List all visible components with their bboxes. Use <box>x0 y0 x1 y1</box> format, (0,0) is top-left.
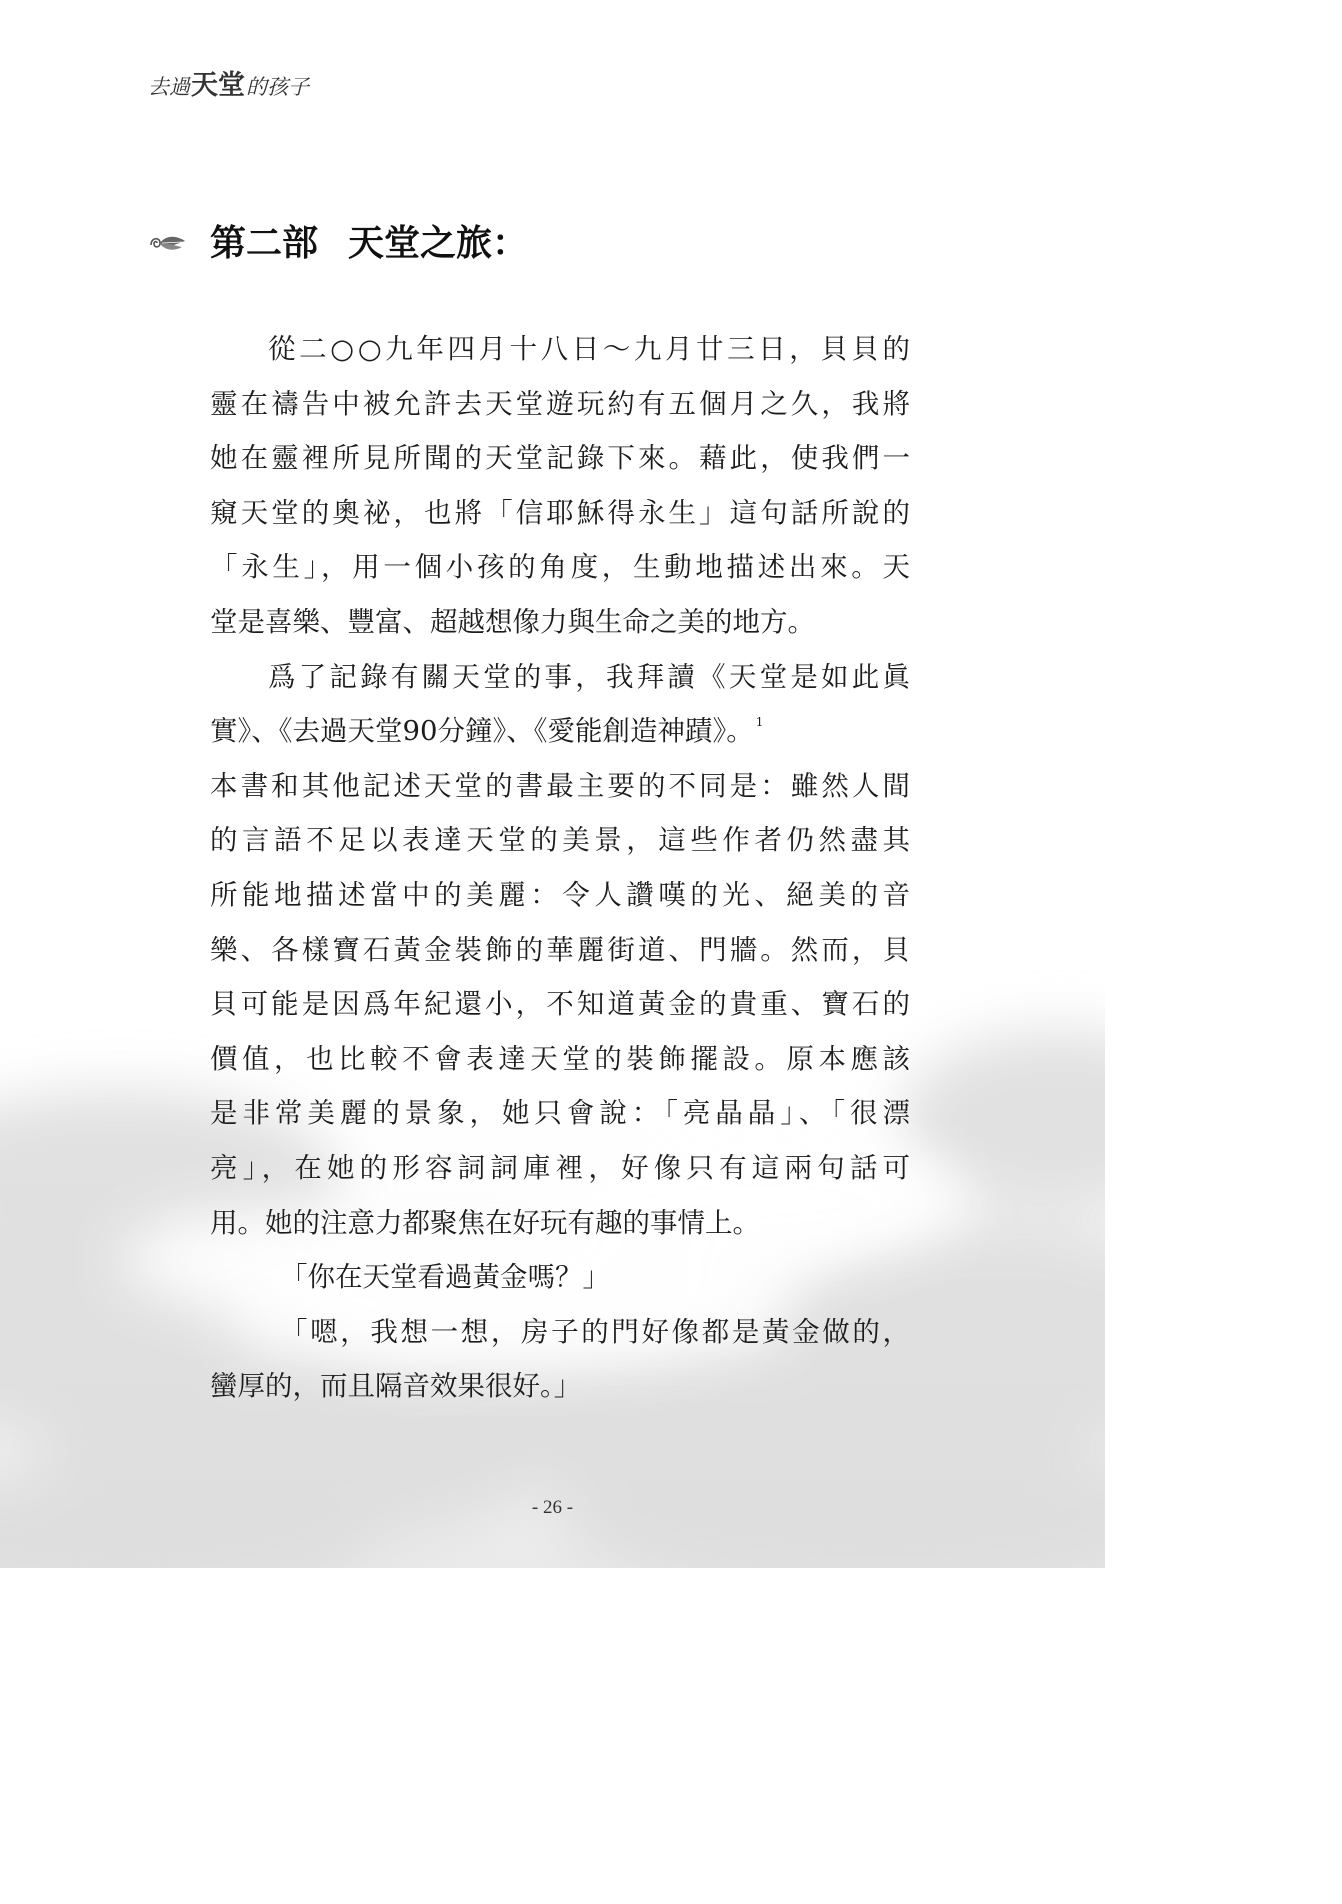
text-line: 所能地描述當中的美麗：令人讚嘆的光、絕美的音 <box>210 878 910 911</box>
text-line: 靈在禱告中被允許去天堂遊玩約有五個月之久，我將 <box>210 387 910 420</box>
header-text-part3: 的孩子 <box>246 75 309 99</box>
text-line: 「你在天堂看過黃金嗎？」 <box>280 1261 610 1294</box>
text-line: 貝可能是因爲年紀還小，不知道黃金的貴重、寶石的 <box>210 988 910 1021</box>
text-line: 實》、《去過天堂90分鐘》、《愛能創造神蹟》。 <box>210 715 754 748</box>
text-line: 本書和其他記述天堂的書最主要的不同是：雖然人間 <box>210 769 910 802</box>
text-line: 從二○○九年四月十八日～九月廿三日，貝貝的 <box>268 333 910 365</box>
header-text-part1: 去過 <box>148 75 190 99</box>
chapter-title <box>210 216 528 270</box>
running-header <box>148 62 309 102</box>
text-line: 堂是喜樂、豐富、超越想像力與生命之美的地方。 <box>210 605 815 638</box>
text-line: 的言語不足以表達天堂的美景，這些作者仍然盡其 <box>210 824 910 857</box>
text-line: 爲了記錄有關天堂的事，我拜讀《天堂是如此眞 <box>268 660 910 693</box>
text-line: 她在靈裡所見所聞的天堂記錄下來。藉此，使我們一 <box>210 442 910 475</box>
text-line: 「永生」，用一個小孩的角度，生動地描述出來。天 <box>210 551 910 584</box>
text-line: 樂、各樣寶石黃金裝飾的華麗街道、門牆。然而，貝 <box>210 933 910 966</box>
text-line: 是非常美麗的景象，她只會說：「亮晶晶」、「很漂 <box>210 1097 910 1130</box>
text-line: 用。她的注意力都聚焦在好玩有趣的事情上。 <box>210 1206 760 1239</box>
footnote-marker[interactable]: 1 <box>755 715 764 730</box>
text-line: 價值，也比較不會表達天堂的裝飾擺設。原本應該 <box>210 1042 910 1075</box>
chapter-heading: 天堂之旅： <box>348 222 529 264</box>
leaf-ornament-icon <box>148 229 188 257</box>
text-line-with-footnote <box>210 704 910 759</box>
text-line: 窺天堂的奧祕，也將「信耶穌得永生」這句話所說的 <box>210 496 910 529</box>
text-line: 「嗯，我想一想，房子的門好像都是黃金做的， <box>280 1315 910 1348</box>
text-line: 蠻厚的，而且隔音效果很好。」 <box>210 1370 582 1403</box>
body-text <box>210 322 910 1414</box>
text-line: 亮」，在她的形容詞詞庫裡，好像只有這兩句話可 <box>210 1151 910 1184</box>
chapter-part-label: 第二部 <box>210 222 319 264</box>
header-text-part2: 天堂 <box>191 70 245 101</box>
page-number: - 26 - <box>531 1497 574 1518</box>
